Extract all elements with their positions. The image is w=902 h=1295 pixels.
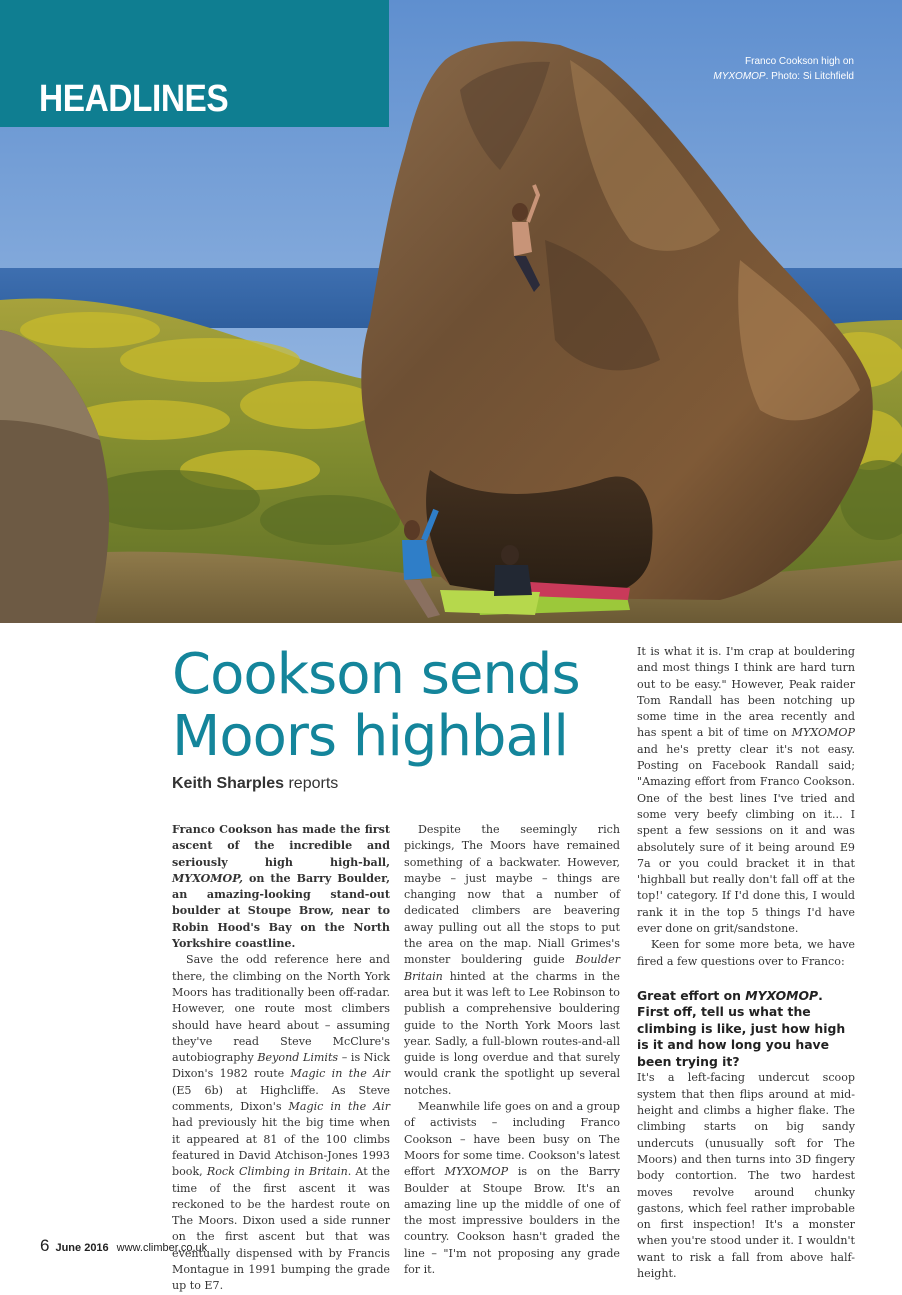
headline-line1: Cookson sends <box>172 642 580 707</box>
p3-text-a: Despite the seemingly rich pickings, The Moors have remained something of a backwater. However, maybe – just maybe – things are changing now that a number of dedicated climbers are beavering away pulling out all the stops to put the area on the map. Niall Grimes's monster bouldering guide <box>404 823 620 967</box>
p2-route2: Magic in the Air <box>288 1100 391 1114</box>
p5-route: MYXOMOP <box>791 726 855 740</box>
article-headline <box>172 644 622 768</box>
interview-question <box>637 988 855 1071</box>
byline <box>172 775 338 793</box>
website-url: www.climber.co.uk <box>116 1242 208 1254</box>
byline-suffix: reports <box>284 775 339 792</box>
paragraph-6: Keen for some more beta, we have fired a few questions over to Franco: <box>637 938 855 968</box>
p4-text-a: Meanwhile life goes on and a group of activists – including Franco Cookson – have been busy on The Moors for some time. Cookson's latest effort <box>404 1100 620 1179</box>
p2-book2: Rock Climbing in Britain <box>206 1165 348 1179</box>
caption-route: MYXOMOP <box>713 71 766 82</box>
p2-text-d: had previously hit the big time when it appeared at 81 of the 100 climbs featured in David Atchison-Jones 1993 book, <box>172 1116 390 1179</box>
paragraph-3 <box>404 822 620 1099</box>
photo-caption <box>713 54 854 84</box>
section-banner <box>0 0 389 127</box>
issue-date: June 2016 <box>55 1242 109 1254</box>
page-footer <box>40 1236 207 1256</box>
paragraph-5 <box>637 644 855 937</box>
p3-book: Boulder Britain <box>404 953 620 983</box>
caption-line1: Franco Cookson high on <box>745 56 854 67</box>
byline-author: Keith Sharples <box>172 775 285 792</box>
section-title: HEADLINES <box>39 78 229 120</box>
caption-line2: . Photo: Si Litchfield <box>765 71 854 82</box>
p5-text-a: It is what it is. I'm crap at bouldering and most things I think are hard turn out to be easy." However, Peak raider Tom Randall has been notching up some time in the area recently and has spent a bit of time on <box>637 645 855 740</box>
p4-route: MYXOMOP <box>444 1165 509 1179</box>
text-column-2 <box>404 822 620 1278</box>
interview-answer: It's a left-facing undercut scoop system that then flips around at mid-height and climbs a higher flake. The climbing starts on big sandy undercuts (unusually soft for The Moors) and then turns into 3D fingery body contortion. The two hardest moves revolve around chunky gastons, which feel rather improbable on first inspection! It's a monster when you're stood under it. I wouldn't want to risk a fall from above half-height. <box>637 1071 855 1280</box>
lead-text-b: on the Barry Boulder, an amazing-looking stand-out boulder at Stoupe Brow, near to Robin Hood's Bay on the North Yorkshire coastline. <box>172 871 390 951</box>
text-column-1 <box>172 822 390 1295</box>
p2-text-a: Save the odd reference here and there, the climbing on the North York Moors has traditionally been off-radar. However, one route most climbers should have heard about – assuming they've read Steve McClure's autobiography <box>172 953 390 1065</box>
question-text-b: . First off, tell us what the climbing is like, just how high is it and how long you have been trying it? <box>637 987 846 1069</box>
p5-text-b: and he's pretty clear it's not easy. Posting on Facebook Randall said; "Amazing effort from Franco Cookson. One of the best lines I've tried and some very beefy climbing on it... I spent a few sessions on it and was absolutely sure of it being around E9 7a or you could bracket it in that 'highball but really don't fall off at the top!' category. If I'd done this, I would rank it in the top 5 things I'd have ever done on grit/sandstone. <box>637 742 855 936</box>
lead-text-a: Franco Cookson has made the first ascent of the incredible and seriously high high-ball, <box>172 823 390 869</box>
p4-text-b: is on the Barry Boulder at Stoupe Brow. It's an amazing line up the middle of one of the most impressive boulders in the country. Cookson hasn't graded the line – "I'm not proposing any grade for it. <box>404 1165 620 1277</box>
question-route: MYXOMOP <box>745 987 819 1003</box>
text-column-3 <box>637 644 855 1282</box>
p2-route: Magic in the Air <box>290 1067 390 1081</box>
p2-text-b: – is Nick Dixon's 1982 route <box>172 1051 390 1081</box>
lead-route: MYXOMOP, <box>172 871 243 885</box>
p2-book: Beyond Limits <box>257 1051 339 1065</box>
p2-text-c: (E5 6b) at Highcliffe. As Steve comments, Dixon's <box>172 1083 390 1114</box>
question-text-a: Great effort on <box>637 987 746 1003</box>
paragraph-4 <box>404 1099 620 1278</box>
page-number: 6 <box>40 1236 50 1255</box>
headline-line2: Moors highball <box>172 704 568 769</box>
lead-paragraph <box>172 822 390 952</box>
p3-text-b: hinted at the charms in the area but it was left to Lee Robinson to publish a comprehensive bouldering guide to the North York Moors last year. Sadly, a full-blown routes-and-all guide is long overdue and that surely would crank the spotlight up several notches. <box>404 969 620 1097</box>
p2-text-e: . At the time of the first ascent it was reckoned to be the hardest route on The Moors. Dixon used a side runner on the first ascent but that was eventually dispensed with by Francis Montague in 1991 bumping the grade up to E7. <box>172 1165 390 1293</box>
